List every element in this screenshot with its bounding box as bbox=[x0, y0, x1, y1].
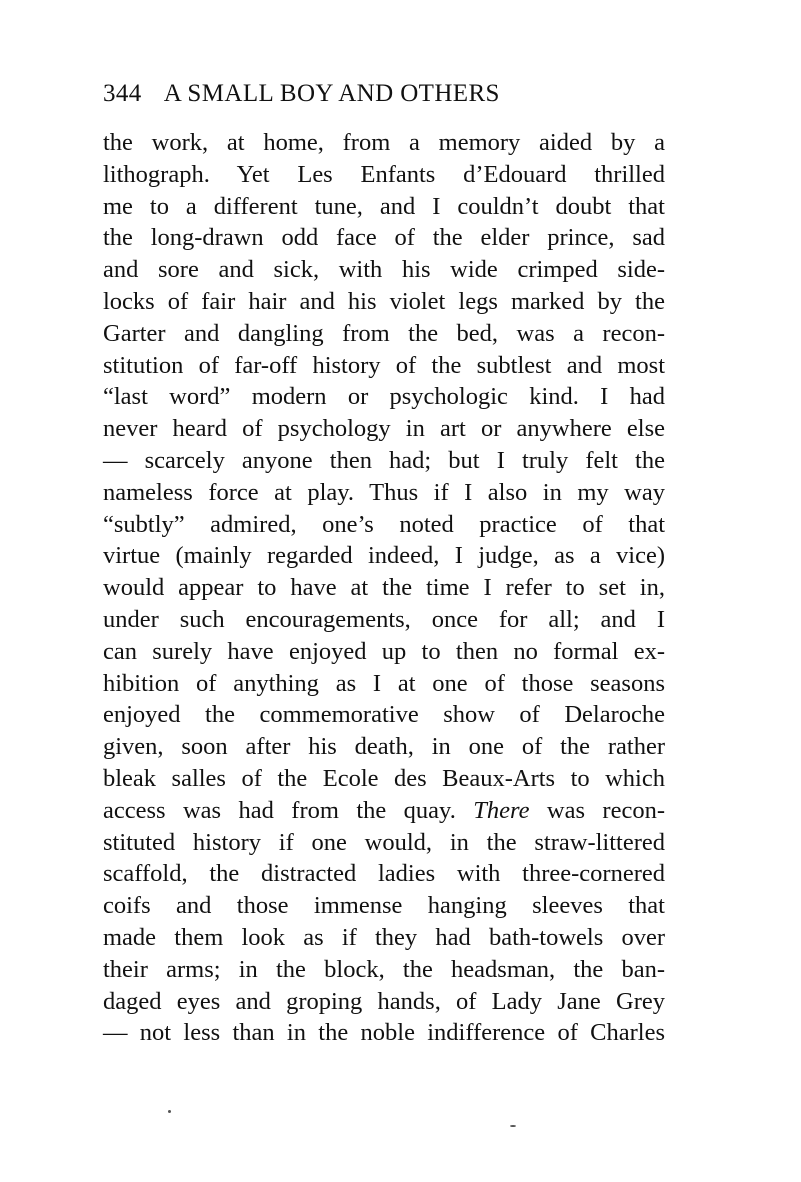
text-line: bleak salles of the Ecole des Beaux-Arts to which bbox=[103, 764, 665, 792]
body-text bbox=[103, 127, 665, 1049]
running-title: A SMALL BOY AND OTHERS bbox=[163, 80, 500, 107]
text-line: “last word” modern or psychologic kind. I had bbox=[103, 383, 665, 411]
text-line: never heard of psychology in art or anywhere else bbox=[103, 415, 665, 443]
text-line: can surely have enjoyed up to then no formal ex- bbox=[103, 637, 665, 665]
running-header bbox=[103, 80, 500, 108]
text-line: locks of fair hair and his violet legs marked by the bbox=[103, 287, 665, 315]
text-line: hibition of anything as I at one of those seasons bbox=[103, 669, 665, 697]
text-line: their arms; in the block, the headsman, the ban- bbox=[103, 955, 665, 983]
text-line: virtue (mainly regarded indeed, I judge, as a vice) bbox=[103, 542, 665, 570]
text-segment: access was had from the quay. bbox=[103, 796, 474, 824]
text-line: the work, at home, from a memory aided by a bbox=[103, 129, 665, 156]
text-line: lithograph. Yet Les Enfants d’Edouard thrilled bbox=[103, 160, 665, 188]
scan-speck bbox=[510, 1125, 516, 1127]
text-line: Garter and dangling from the bed, was a recon- bbox=[103, 319, 665, 347]
text-line: made them look as if they had bath-towels over bbox=[103, 923, 665, 951]
text-line: and sore and sick, with his wide crimped side- bbox=[103, 256, 665, 284]
text-line: “subtly” admired, one’s noted practice of that bbox=[103, 510, 665, 538]
text-line-with-italic bbox=[103, 795, 665, 827]
text-line: — scarcely anyone then had; but I truly felt the bbox=[103, 446, 665, 474]
text-line: given, soon after his death, in one of the rather bbox=[103, 733, 665, 761]
text-line: stitution of far-off history of the subtlest and most bbox=[103, 351, 665, 379]
text-line: — not less than in the noble indifference of Charles bbox=[103, 1019, 665, 1047]
page-number: 344 bbox=[103, 80, 142, 107]
text-line: scaffold, the distracted ladies with three-cornered bbox=[103, 860, 665, 888]
text-line: nameless force at play. Thus if I also in my way bbox=[103, 478, 665, 506]
text-line: would appear to have at the time I refer to set in, bbox=[103, 574, 665, 602]
text-line: daged eyes and groping hands, of Lady Jane Grey bbox=[103, 987, 665, 1015]
text-segment: was recon- bbox=[529, 796, 665, 824]
text-line: me to a different tune, and I couldn’t doubt that bbox=[103, 192, 665, 220]
text-line: coifs and those immense hanging sleeves that bbox=[103, 892, 665, 920]
text-line: the long-drawn odd face of the elder prince, sad bbox=[103, 224, 665, 252]
text-line: stituted history if one would, in the straw-littered bbox=[103, 828, 665, 856]
text-line: under such encouragements, once for all; and I bbox=[103, 605, 665, 633]
text-line: enjoyed the commemorative show of Delaroche bbox=[103, 701, 665, 729]
italic-word: There bbox=[473, 796, 530, 824]
scan-speck bbox=[168, 1110, 171, 1113]
